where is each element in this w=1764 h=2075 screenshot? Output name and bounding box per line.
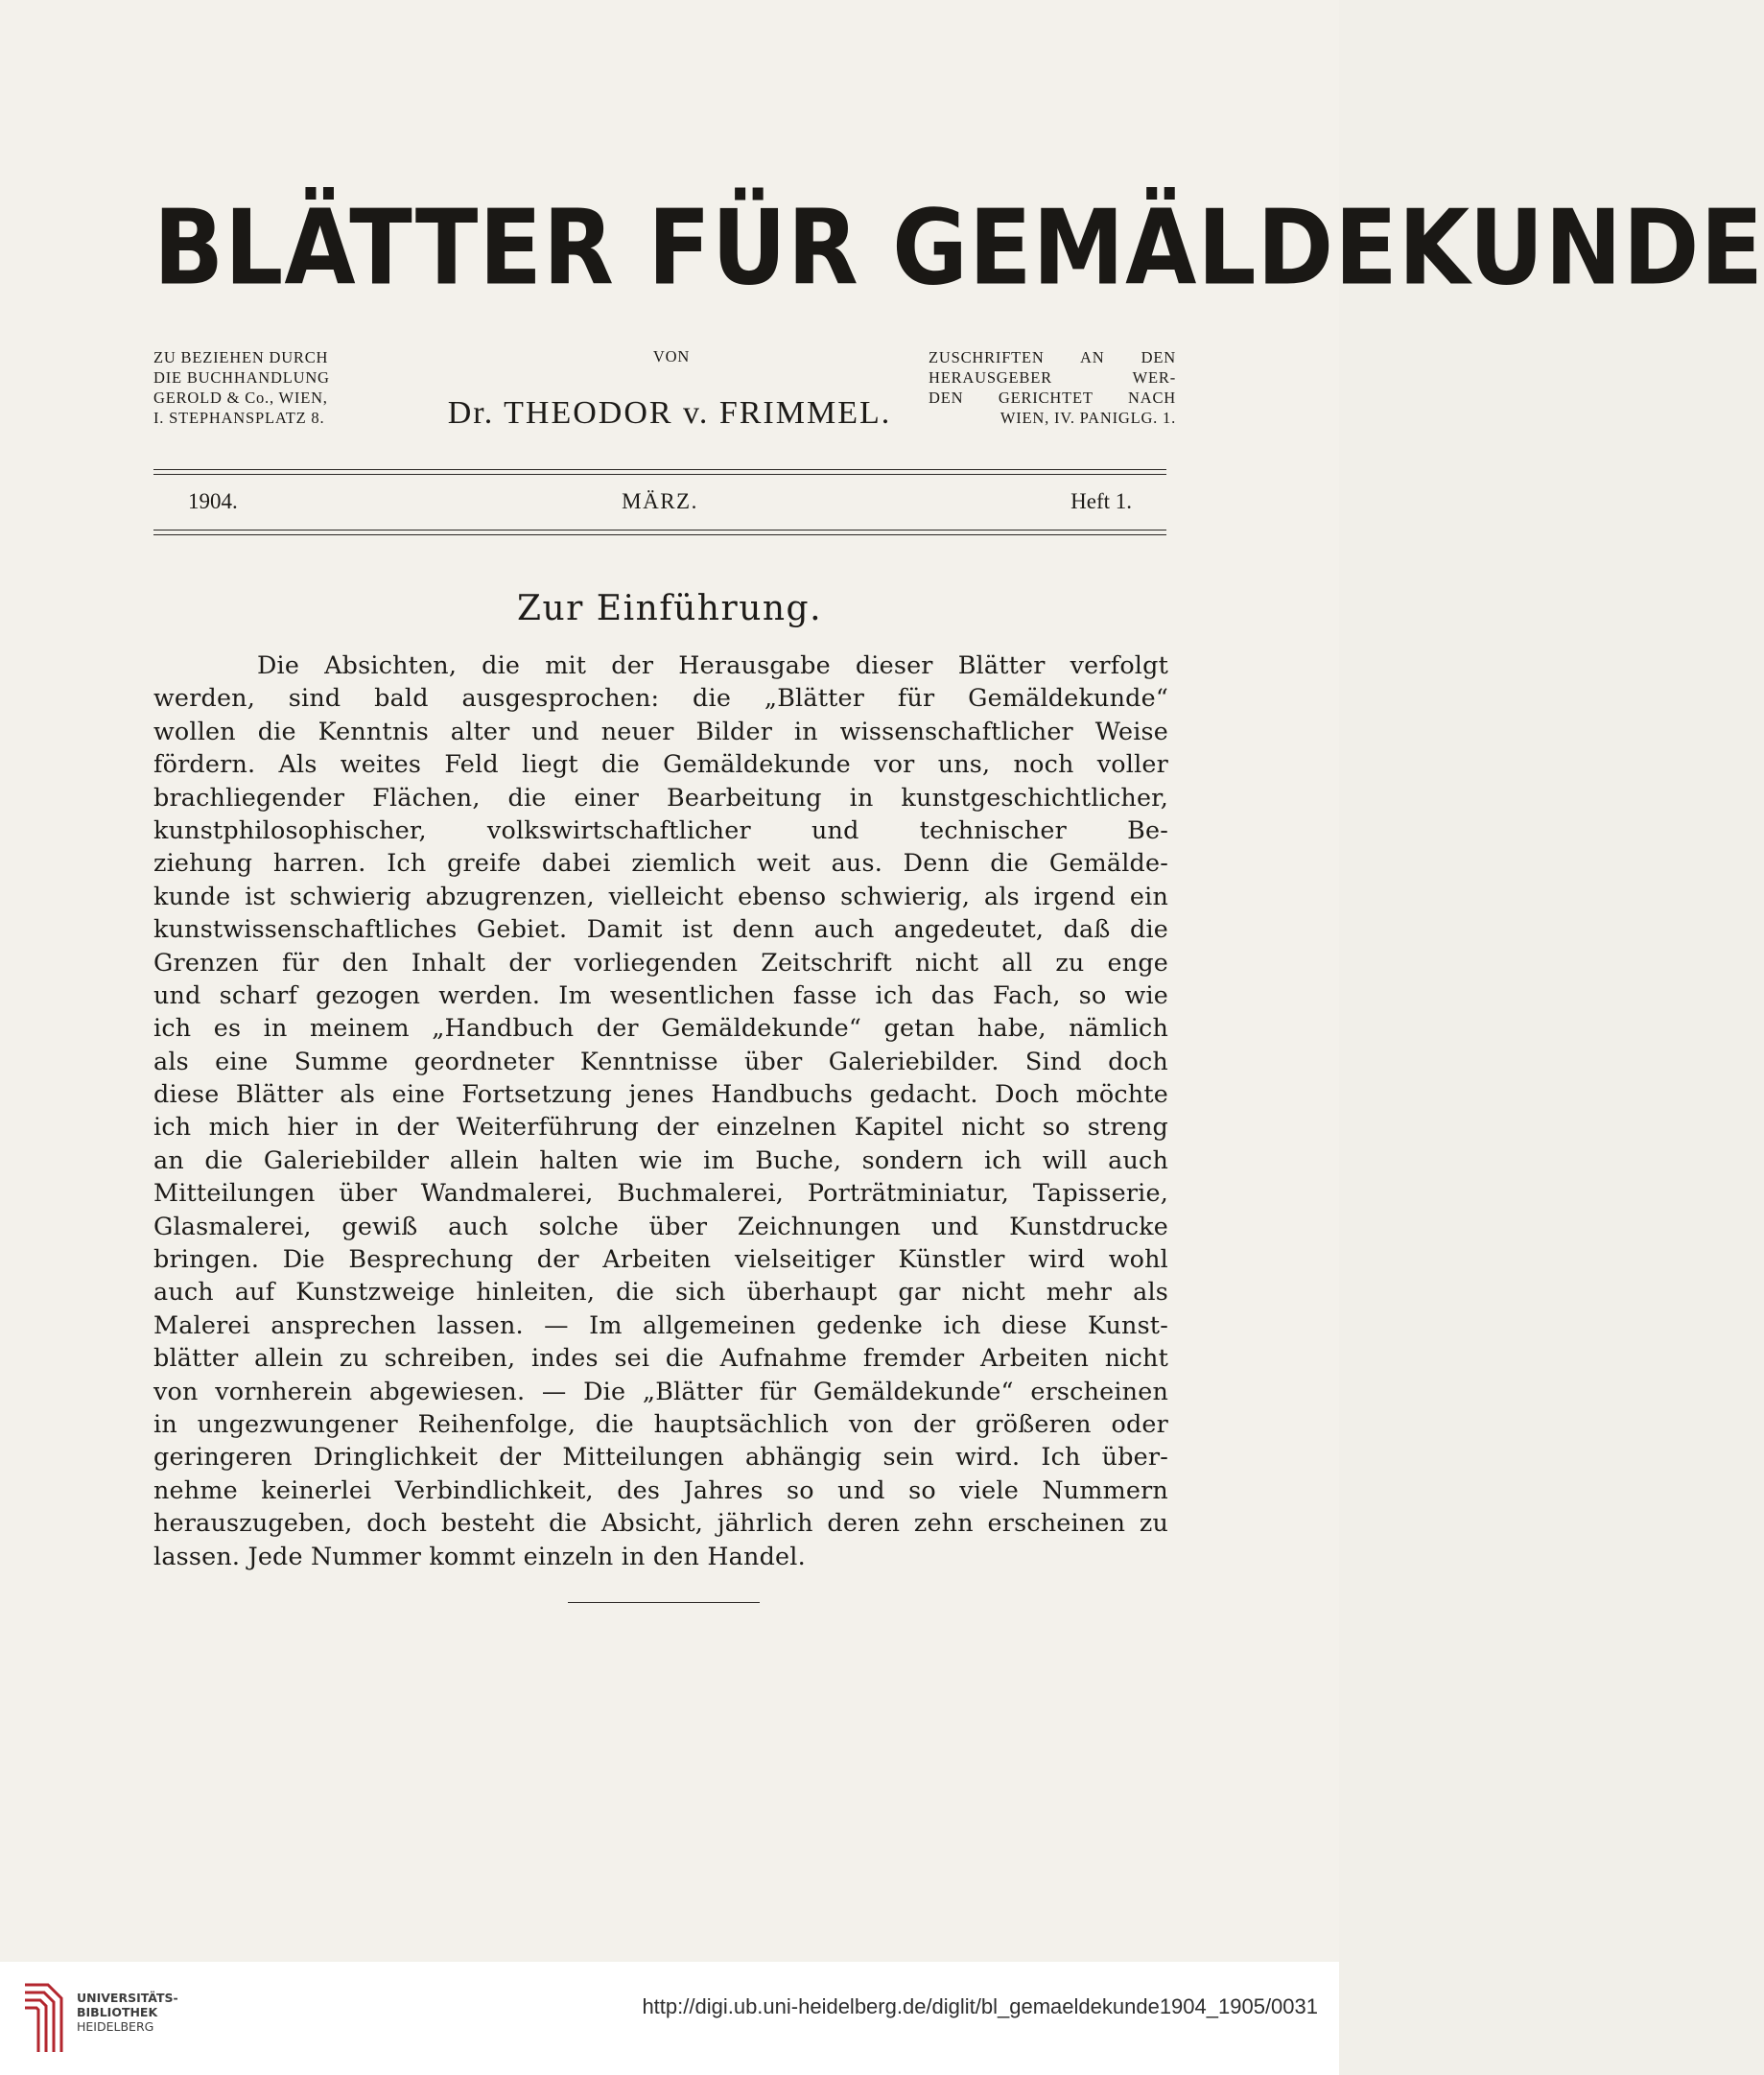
issue-year: 1904. <box>188 489 238 513</box>
article-title: Zur Einführung. <box>516 589 823 628</box>
text-line: fördern. Als weites Feld liegt die Gemäldekunde vor uns, noch voller <box>153 749 1168 779</box>
library-name-line: BIBLIOTHEK <box>77 2005 158 2019</box>
masthead-title: BLÄTTER FÜR GEMÄLDEKUNDE <box>153 188 1764 309</box>
imprint-line: ZU BEZIEHEN DURCH <box>153 348 329 366</box>
editor-name: Dr. THEODOR v. FRIMMEL. <box>447 395 892 431</box>
text-line: ich mich hier in der Weiterführung der einzelnen Kapitel nicht so streng <box>153 1112 1168 1142</box>
header-rule-bottom-double <box>153 534 1166 535</box>
text-line: blätter allein zu schreiben, indes sei die Aufnahme fremder Arbeiten nicht <box>153 1343 1168 1373</box>
header-rule-top-double <box>153 474 1166 475</box>
text-line: Die Absichten, die mit der Herausgabe dieser Blätter verfolgt <box>257 650 1168 679</box>
text-line: Grenzen für den Inhalt der vorliegenden Zeitschrift nicht all zu enge <box>153 947 1168 977</box>
issue-number: Heft 1. <box>1070 489 1132 513</box>
library-name-line: HEIDELBERG <box>77 2019 154 2034</box>
text-line: werden, sind bald ausgesprochen: die „Blätter für Gemäldekunde“ <box>153 683 1168 713</box>
text-line: herauszugeben, doch besteht die Absicht, jährlich deren zehn erscheinen zu <box>153 1508 1168 1538</box>
imprint-von: VON <box>652 347 691 365</box>
text-line: wollen die Kenntnis alter und neuer Bilder in wissenschaftlicher Weise <box>153 716 1168 745</box>
article-body <box>153 648 1168 1572</box>
text-line: und scharf gezogen werden. Im wesentlichen fasse ich das Fach, so wie <box>153 979 1168 1009</box>
text-line: Mitteilungen über Wandmalerei, Buchmalerei, Porträtminiatur, Tapisserie, <box>153 1178 1168 1208</box>
text-line: nehme keinerlei Verbindlichkeit, des Jahres so und so viele Nummern <box>153 1474 1168 1504</box>
imprint-distributor <box>153 347 403 428</box>
footer-bar <box>0 1962 1339 2075</box>
issue-line <box>153 489 1166 522</box>
library-logo-icon <box>19 1975 67 2058</box>
text-line: auch auf Kunstzweige hinleiten, die sich überhaupt gar nicht mehr als <box>153 1277 1168 1307</box>
text-line: bringen. Die Besprechung der Arbeiten vielseitiger Künstler wird wohl <box>153 1244 1168 1274</box>
library-name <box>77 1991 178 2034</box>
imprint-line: DEN GERICHTET NACH <box>929 389 1176 407</box>
text-line: kunstphilosophischer, volkswirtschaftlicher und technischer Be- <box>153 814 1168 844</box>
permalink-url[interactable]: http://digi.ub.uni-heidelberg.de/diglit/bl_gemaeldekunde1904_1905/0031 <box>642 1994 1318 2018</box>
imprint-line: ZUSCHRIFTEN AN DEN <box>929 348 1176 366</box>
library-logo-strokes <box>25 1985 61 2052</box>
text-line: kunde ist schwierig abzugrenzen, vielleicht ebenso schwierig, als irgend ein <box>153 881 1168 910</box>
library-name-line: UNIVERSITÄTS- <box>77 1991 178 2005</box>
text-line: Malerei ansprechen lassen. — Im allgemeinen gedenke ich diese Kunst- <box>153 1309 1168 1339</box>
text-line: Glasmalerei, gewiß auch solche über Zeichnungen und Kunstdrucke <box>153 1211 1168 1240</box>
text-line: diese Blätter als eine Fortsetzung jenes Handbuchs gedacht. Doch möchte <box>153 1079 1168 1109</box>
imprint-line: GEROLD & Co., WIEN, <box>153 389 328 407</box>
end-rule <box>568 1602 760 1603</box>
text-line: als eine Summe geordneter Kenntnisse über Galeriebilder. Sind doch <box>153 1046 1168 1075</box>
imprint-correspondence <box>929 347 1176 428</box>
text-line: geringeren Dringlichkeit der Mitteilungen abhängig sein wird. Ich über- <box>153 1442 1168 1472</box>
text-line: kunstwissenschaftliches Gebiet. Damit ist denn auch angedeutet, daß die <box>153 914 1168 944</box>
header-rule-bottom <box>153 530 1166 531</box>
imprint-line: HERAUSGEBER WER- <box>929 368 1176 387</box>
text-line: ich es in meinem „Handbuch der Gemäldekunde“ getan habe, nämlich <box>153 1013 1168 1043</box>
issue-month: MÄRZ. <box>622 489 698 513</box>
text-line: brachliegender Flächen, die einer Bearbeitung in kunstgeschichtlicher, <box>153 782 1168 812</box>
text-line: lassen. Jede Nummer kommt einzeln in den Handel. <box>153 1541 806 1570</box>
header-rule-top <box>153 469 1166 470</box>
imprint-line: DIE BUCHHANDLUNG <box>153 368 330 387</box>
text-line: ziehung harren. Ich greife dabei ziemlich weit aus. Denn die Gemälde- <box>153 848 1168 878</box>
text-line: von vornherein abgewiesen. — Die „Blätter für Gemäldekunde“ erscheinen <box>153 1376 1168 1405</box>
imprint-line: I. STEPHANSPLATZ 8. <box>153 409 325 427</box>
imprint-line: WIEN, IV. PANIGLG. 1. <box>1000 409 1176 427</box>
text-line: an die Galeriebilder allein halten wie im Buche, sondern ich will auch <box>153 1144 1168 1174</box>
text-line: in ungezwungener Reihenfolge, die hauptsächlich von der größeren oder <box>153 1408 1168 1438</box>
